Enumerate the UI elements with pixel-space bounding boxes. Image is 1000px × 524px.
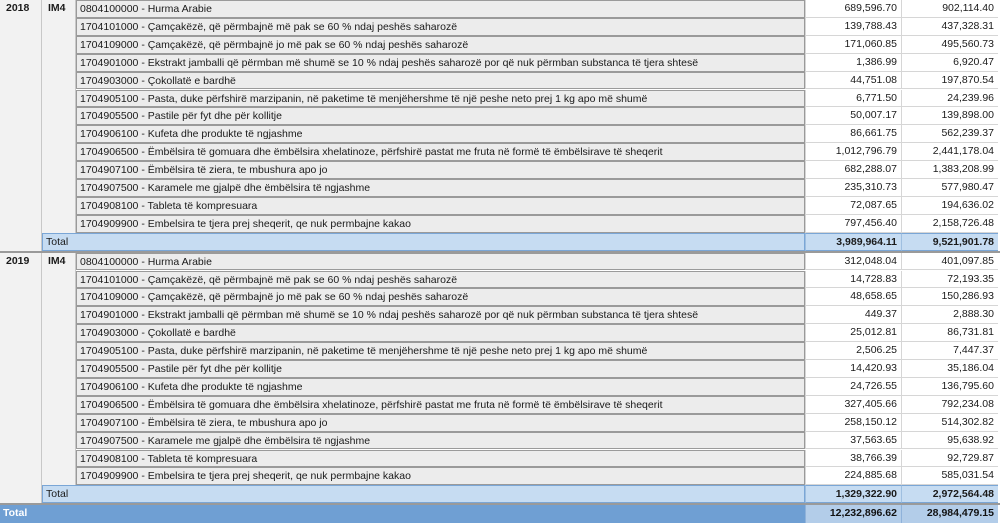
value-col-2: 7,447.37 bbox=[901, 342, 998, 360]
value-col-2: 2,441,178.04 bbox=[901, 143, 998, 161]
value-col-1: 24,726.55 bbox=[805, 378, 901, 396]
product-description[interactable]: 1704905100 - Pasta, duke përfshirë marzipanin, në paketime të menjëhershme të një peshe neto prej 1 kg apo më shumë bbox=[76, 342, 805, 360]
product-description[interactable]: 1704906500 - Ëmbëlsira të gomuara dhe ëmbëlsira xhelatinoze, përfshirë pastat me fruta në formë të ëmbëlsirave të sheqerit bbox=[76, 396, 805, 414]
value-col-2: 86,731.81 bbox=[901, 324, 998, 342]
value-col-1: 1,012,796.79 bbox=[805, 143, 901, 161]
product-description[interactable]: 1704907100 - Ëmbëlsira të ziera, te mbushura apo jo bbox=[76, 161, 805, 179]
value-col-2: 197,870.54 bbox=[901, 72, 998, 90]
product-description[interactable]: 1704901000 - Ekstrakt jamballi që përmban më shumë se 10 % ndaj peshës saharozë por që nuk përmban substanca të tjera shtesë bbox=[76, 306, 805, 324]
product-description[interactable]: 1704907500 - Karamele me gjalpë dhe ëmbëlsira të ngjashme bbox=[76, 179, 805, 197]
product-description[interactable]: 1704101000 - Çamçakëzë, që përmbajnë më pak se 60 % ndaj peshës saharozë bbox=[76, 271, 805, 289]
product-description[interactable]: 1704909900 - Embelsira te tjera prej sheqerit, qe nuk permbajne kakao bbox=[76, 215, 805, 233]
value-col-1: 86,661.75 bbox=[805, 125, 901, 143]
value-col-2: 792,234.08 bbox=[901, 396, 998, 414]
product-description[interactable]: 1704101000 - Çamçakëzë, që përmbajnë më pak se 60 % ndaj peshës saharozë bbox=[76, 18, 805, 36]
value-col-1: 235,310.73 bbox=[805, 179, 901, 197]
value-col-1: 37,563.65 bbox=[805, 432, 901, 450]
value-col-1: 6,771.50 bbox=[805, 90, 901, 108]
value-col-1: 689,596.70 bbox=[805, 0, 901, 18]
product-description[interactable]: 1704903000 - Çokollatë e bardhë bbox=[76, 324, 805, 342]
value-col-2: 72,193.35 bbox=[901, 271, 998, 289]
value-col-1: 224,885.68 bbox=[805, 467, 901, 485]
grand-total-value-1: 12,232,896.62 bbox=[805, 505, 901, 523]
value-col-1: 1,386.99 bbox=[805, 54, 901, 72]
product-description[interactable]: 1704906100 - Kufeta dhe produkte të ngjashme bbox=[76, 125, 805, 143]
product-description[interactable]: 0804100000 - Hurma Arabie bbox=[76, 253, 805, 271]
value-col-2: 139,898.00 bbox=[901, 107, 998, 125]
product-description[interactable]: 1704906500 - Ëmbëlsira të gomuara dhe ëmbëlsira xhelatinoze, përfshirë pastat me fruta në formë të ëmbëlsirave të sheqerit bbox=[76, 143, 805, 161]
value-col-1: 171,060.85 bbox=[805, 36, 901, 54]
subtotal-label[interactable]: Total bbox=[42, 485, 805, 503]
value-col-1: 139,788.43 bbox=[805, 18, 901, 36]
value-col-2: 577,980.47 bbox=[901, 179, 998, 197]
value-col-1: 797,456.40 bbox=[805, 215, 901, 233]
product-description[interactable]: 1704901000 - Ekstrakt jamballi që përmban më shumë se 10 % ndaj peshës saharozë por që nuk përmban substanca të tjera shtesë bbox=[76, 54, 805, 72]
value-col-1: 14,728.83 bbox=[805, 271, 901, 289]
product-description[interactable]: 1704907500 - Karamele me gjalpë dhe ëmbëlsira të ngjashme bbox=[76, 432, 805, 450]
product-description[interactable]: 1704909900 - Embelsira te tjera prej sheqerit, qe nuk permbajne kakao bbox=[76, 467, 805, 485]
product-description[interactable]: 1704903000 - Çokollatë e bardhë bbox=[76, 72, 805, 90]
value-col-1: 258,150.12 bbox=[805, 414, 901, 432]
value-col-1: 48,658.65 bbox=[805, 288, 901, 306]
product-description[interactable]: 1704905500 - Pastile për fyt dhe për kollitje bbox=[76, 107, 805, 125]
product-description[interactable]: 1704908100 - Tableta të kompresuara bbox=[76, 450, 805, 468]
product-description[interactable]: 1704908100 - Tableta të kompresuara bbox=[76, 197, 805, 215]
value-col-1: 44,751.08 bbox=[805, 72, 901, 90]
year-cell[interactable]: 2019 bbox=[0, 253, 42, 504]
value-col-2: 902,114.40 bbox=[901, 0, 998, 18]
product-description[interactable]: 1704906100 - Kufeta dhe produkte të ngjashme bbox=[76, 378, 805, 396]
product-description[interactable]: 1704109000 - Çamçakëzë, që përmbajnë jo më pak se 60 % ndaj peshës saharozë bbox=[76, 36, 805, 54]
value-col-2: 2,158,726.48 bbox=[901, 215, 998, 233]
value-col-1: 312,048.04 bbox=[805, 253, 901, 271]
product-description[interactable]: 1704907100 - Ëmbëlsira të ziera, te mbushura apo jo bbox=[76, 414, 805, 432]
subtotal-label[interactable]: Total bbox=[42, 233, 805, 251]
value-col-1: 25,012.81 bbox=[805, 324, 901, 342]
value-col-2: 150,286.93 bbox=[901, 288, 998, 306]
subtotal-value-2: 2,972,564.48 bbox=[901, 485, 998, 503]
value-col-2: 6,920.47 bbox=[901, 54, 998, 72]
value-col-2: 24,239.96 bbox=[901, 90, 998, 108]
value-col-1: 14,420.93 bbox=[805, 360, 901, 378]
value-col-1: 327,405.66 bbox=[805, 396, 901, 414]
value-col-2: 95,638.92 bbox=[901, 432, 998, 450]
subtotal-value-1: 1,329,322.90 bbox=[805, 485, 901, 503]
value-col-2: 1,383,208.99 bbox=[901, 161, 998, 179]
value-col-2: 136,795.60 bbox=[901, 378, 998, 396]
im-cell[interactable]: IM4 bbox=[42, 0, 76, 233]
subtotal-value-2: 9,521,901.78 bbox=[901, 233, 998, 251]
value-col-1: 449.37 bbox=[805, 306, 901, 324]
value-col-2: 562,239.37 bbox=[901, 125, 998, 143]
value-col-1: 38,766.39 bbox=[805, 450, 901, 468]
value-col-2: 401,097.85 bbox=[901, 253, 998, 271]
grand-total-label[interactable]: Total bbox=[0, 505, 805, 523]
value-col-2: 585,031.54 bbox=[901, 467, 998, 485]
value-col-1: 2,506.25 bbox=[805, 342, 901, 360]
product-description[interactable]: 1704905500 - Pastile për fyt dhe për kollitje bbox=[76, 360, 805, 378]
value-col-2: 35,186.04 bbox=[901, 360, 998, 378]
value-col-2: 194,636.02 bbox=[901, 197, 998, 215]
product-description[interactable]: 1704109000 - Çamçakëzë, që përmbajnë jo më pak se 60 % ndaj peshës saharozë bbox=[76, 288, 805, 306]
grand-total-value-2: 28,984,479.15 bbox=[901, 505, 998, 523]
value-col-1: 72,087.65 bbox=[805, 197, 901, 215]
subtotal-value-1: 3,989,964.11 bbox=[805, 233, 901, 251]
value-col-1: 682,288.07 bbox=[805, 161, 901, 179]
value-col-2: 2,888.30 bbox=[901, 306, 998, 324]
value-col-2: 92,729.87 bbox=[901, 450, 998, 468]
im-cell[interactable]: IM4 bbox=[42, 253, 76, 486]
year-cell[interactable]: 2018 bbox=[0, 0, 42, 251]
value-col-1: 50,007.17 bbox=[805, 107, 901, 125]
product-description[interactable]: 0804100000 - Hurma Arabie bbox=[76, 0, 805, 18]
product-description[interactable]: 1704905100 - Pasta, duke përfshirë marzipanin, në paketime të menjëhershme të një peshe neto prej 1 kg apo më shumë bbox=[76, 90, 805, 108]
value-col-2: 514,302.82 bbox=[901, 414, 998, 432]
value-col-2: 437,328.31 bbox=[901, 18, 998, 36]
value-col-2: 495,560.73 bbox=[901, 36, 998, 54]
